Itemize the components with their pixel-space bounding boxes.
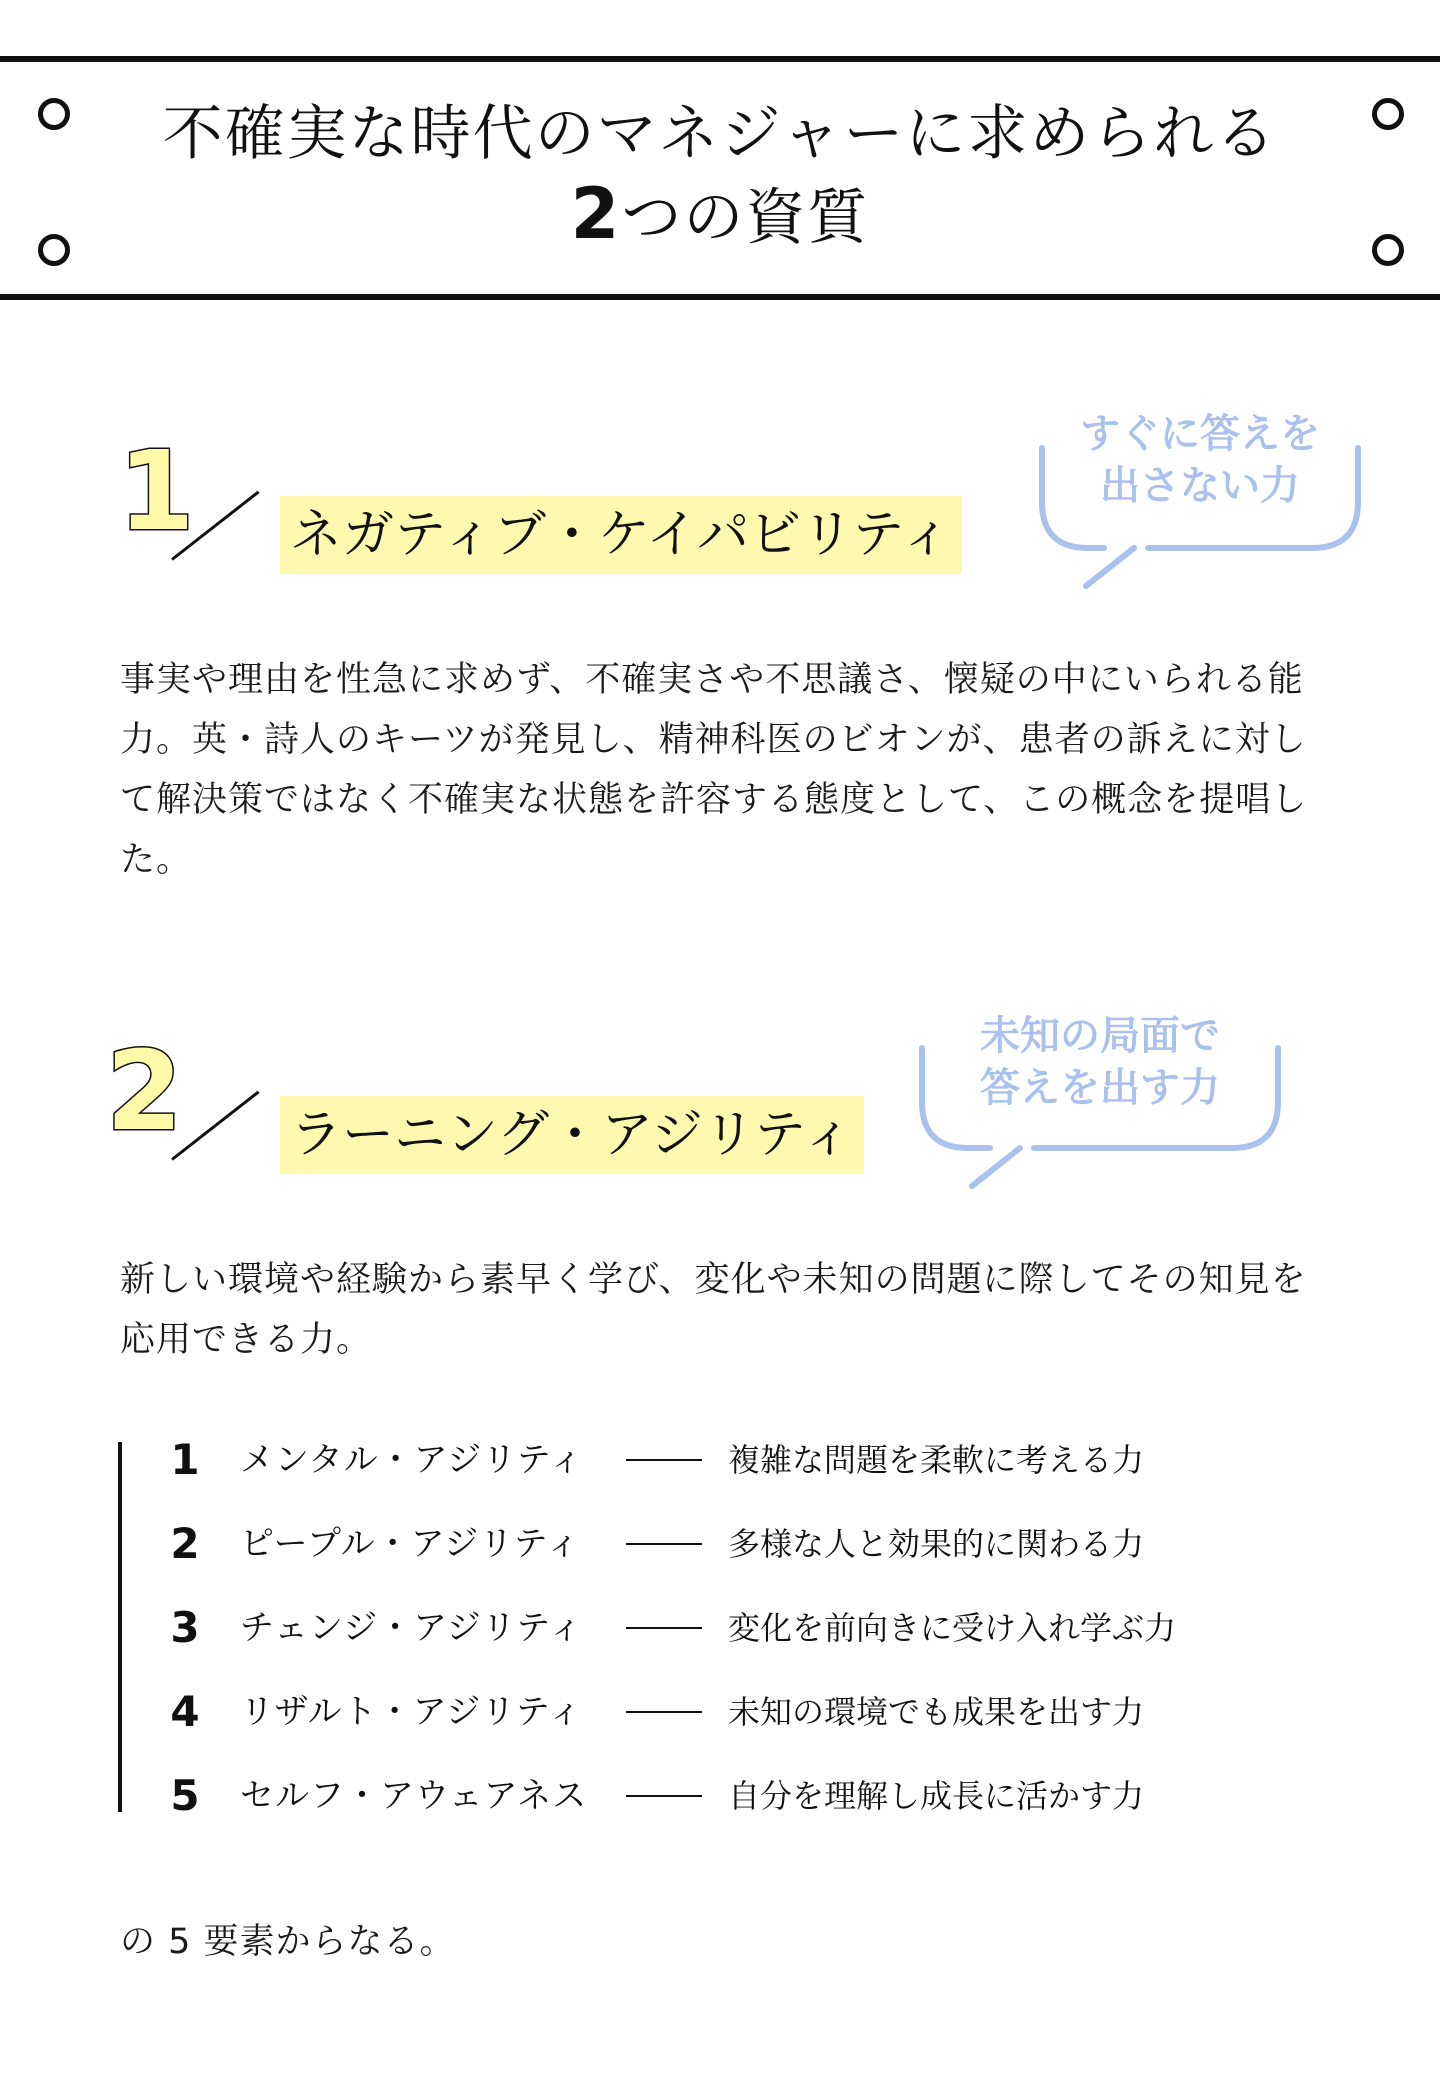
list-item-name: セルフ・アウェアネス: [240, 1776, 588, 1816]
list-item-number: 4: [170, 1687, 200, 1736]
list-item-dash: [626, 1627, 702, 1629]
list-item-name: メンタル・アジリティ: [240, 1440, 584, 1480]
list-item-dash: [626, 1711, 702, 1713]
bubble-line: すぐに答えを: [1080, 411, 1320, 457]
list-item-desc: 変化を前向きに受け入れ学ぶ力: [728, 1609, 1177, 1647]
section-2-slash: [171, 1091, 260, 1161]
list-item-name: ピープル・アジリティ: [240, 1524, 581, 1564]
page-title-line2: [0, 174, 1440, 258]
page-title-rest: つの資質: [621, 183, 870, 253]
list-item: [0, 1682, 1440, 1742]
bubble-line: 出さない力: [1100, 463, 1300, 509]
section-2-body: 新しい環境や経験から素早く学び、変化や未知の問題に際してその知見を応用できる力。: [120, 1260, 1307, 1360]
section-1-body: 事実や理由を性急に求めず、不確実さや不思議さ、懐疑の中にいられる能力。英・詩人のキーツが発見し、精神科医のビオンが、患者の訴えに対して解決策ではなく不確実な状態を許容する態度として、この概念を提唱した。: [120, 660, 1308, 880]
section-2-title: ラーニング・アジリティ: [280, 1096, 864, 1174]
list-item-number: 1: [170, 1435, 200, 1484]
list-item-number: 3: [170, 1603, 200, 1652]
bubble-line: 未知の局面で: [980, 1013, 1220, 1059]
page-title: [0, 94, 1440, 258]
section-1-title: ネガティブ・ケイパビリティ: [280, 496, 962, 574]
list-item-dash: [626, 1795, 702, 1797]
list-item-number: 5: [170, 1771, 200, 1820]
header-bottom-rule: [0, 294, 1440, 300]
bubble-line: 答えを出す力: [980, 1065, 1220, 1111]
page-title-number: 2: [570, 173, 622, 255]
list-item: [0, 1514, 1440, 1574]
list-item-desc: 多様な人と効果的に関わる力: [728, 1525, 1145, 1563]
page-title-line1: 不確実な時代のマネジャーに求められる: [162, 99, 1278, 169]
list-item: [0, 1766, 1440, 1826]
list-item-name: チェンジ・アジリティ: [240, 1608, 584, 1648]
list-item-desc: 複雑な問題を柔軟に考える力: [728, 1441, 1145, 1479]
footer-text: の 5 要素からなる。: [120, 1922, 456, 1962]
header-top-rule: [0, 56, 1440, 62]
section-1-number: 1: [118, 427, 195, 555]
list-item-dash: [626, 1543, 702, 1545]
list-item: [0, 1430, 1440, 1490]
list-item-desc: 自分を理解し成長に活かす力: [728, 1777, 1145, 1815]
section-1-bubble-text: [1030, 408, 1370, 512]
section-2-bubble-text: [920, 1010, 1280, 1114]
list-item: [0, 1598, 1440, 1658]
list-item-dash: [626, 1459, 702, 1461]
list-item-number: 2: [170, 1519, 200, 1568]
list-item-desc: 未知の環境でも成果を出す力: [728, 1693, 1145, 1731]
list-item-name: リザルト・アジリティ: [240, 1692, 583, 1732]
section-2-number: 2: [106, 1027, 183, 1155]
